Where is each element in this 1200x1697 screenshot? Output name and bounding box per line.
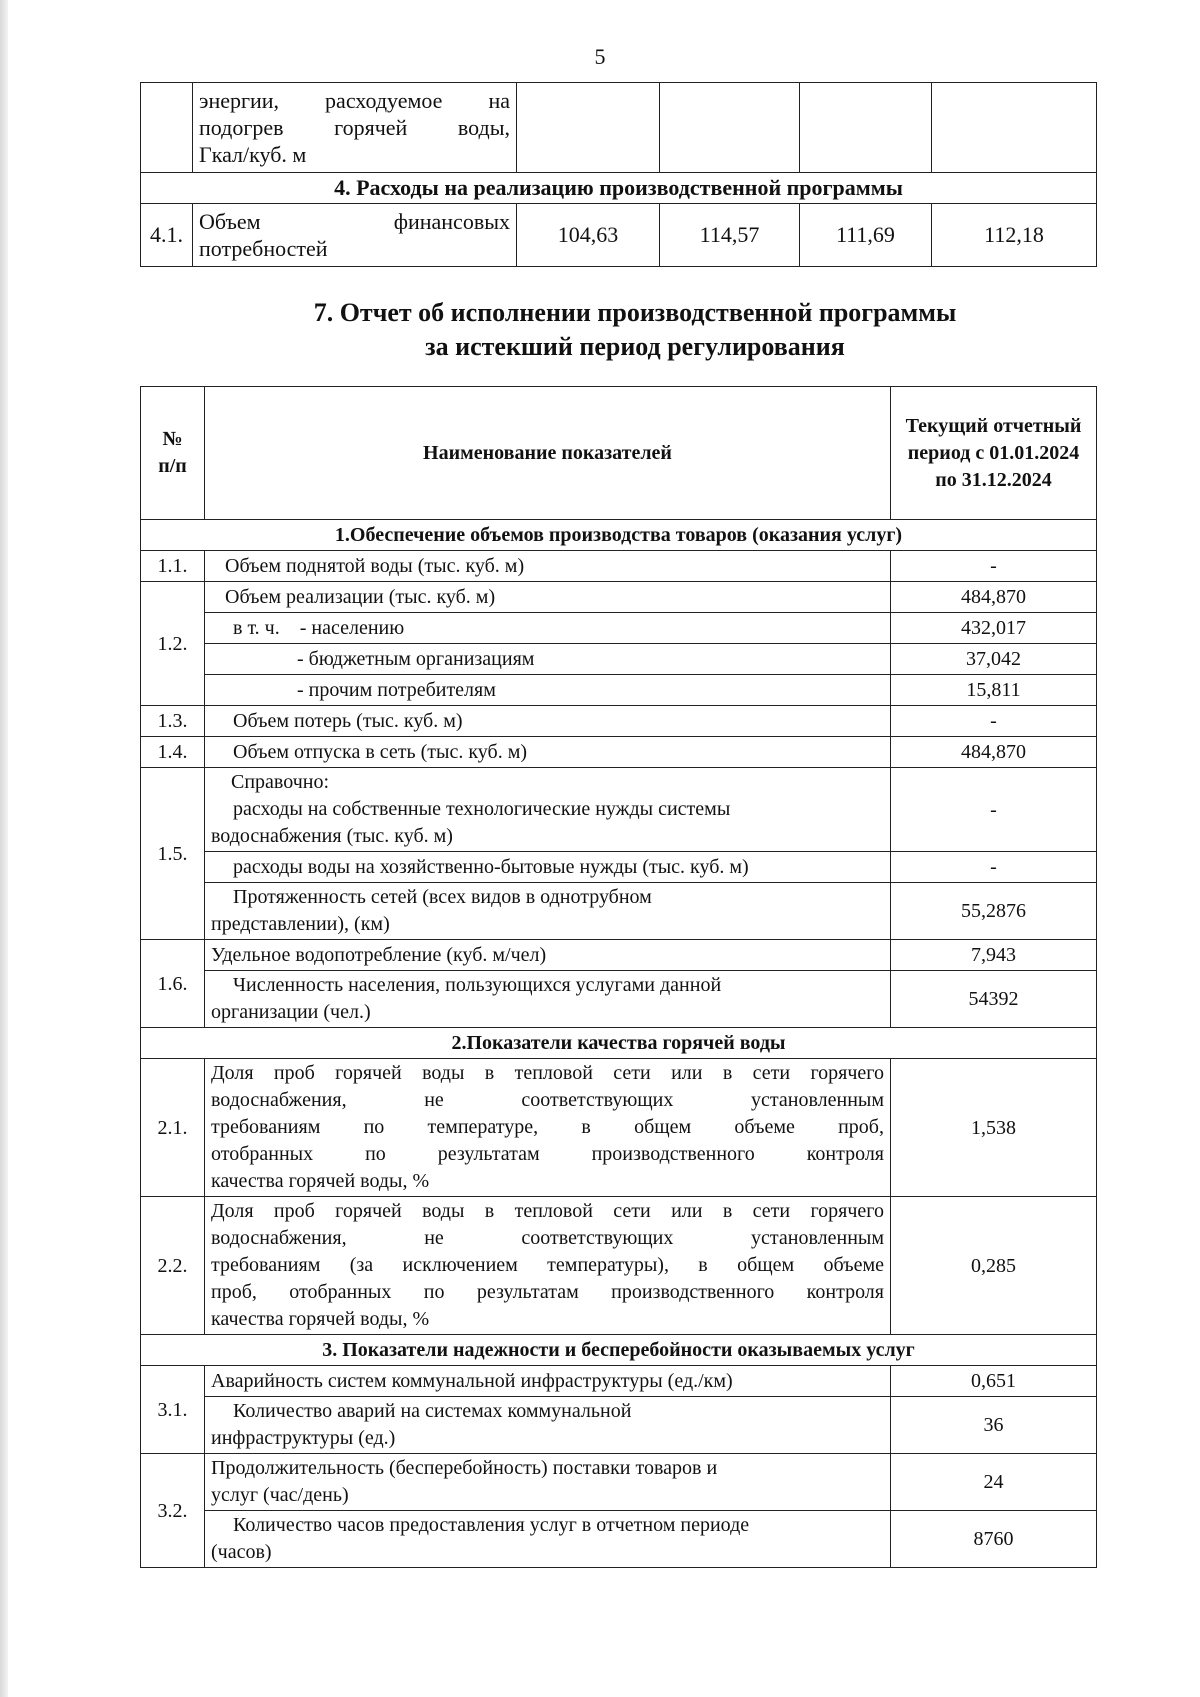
indicator-cell: Объем отпуска в сеть (тыс. куб. м) [205,737,891,768]
table-row [141,675,1097,706]
row-number: 3.2. [141,1454,205,1568]
indicator-text-line: Количество аварий на системах коммунальной [233,1400,632,1422]
indicator-text-line: Продолжительность (бесперебойность) поставки товаров и [211,1457,718,1479]
indicator-text-line: требованиям по температуре, в общем объеме проб, [211,1116,884,1138]
heading-line: за истекший период регулирования [425,332,845,361]
indicator-text-line: отобранных по результатам производственного контроля [211,1143,884,1165]
row-number: 2.2. [141,1197,205,1335]
indicator-cell: Объем реализации (тыс. куб. м) [205,582,891,613]
table-row [141,706,1097,737]
indicator-cell [205,1511,891,1568]
indicator-text-line: расходы на собственные технологические нужды системы [233,798,731,820]
indicator-text-line: подогрев горячей воды, [199,115,510,140]
value-cell: 104,63 [517,204,660,267]
section-title: 4. Расходы на реализацию производственной программы [141,173,1097,204]
indicator-cell: Объем поднятой воды (тыс. куб. м) [205,551,891,582]
value-cell: 55,2876 [891,883,1097,940]
table-row [141,768,1097,852]
indicator-text-line: проб, отобранных по результатам производственного контроля [211,1281,884,1303]
table-row [141,852,1097,883]
indicator-cell: Объем потерь (тыс. куб. м) [205,706,891,737]
indicator-text-line: качества горячей воды, % [211,1308,430,1330]
header-text: № [162,428,183,450]
section-row [141,1335,1097,1366]
value-cell: 484,870 [891,737,1097,768]
section-row [141,173,1097,204]
table-row [141,971,1097,1028]
indicator-text-line: потребностей [199,236,328,261]
value-cell: 8760 [891,1511,1097,1568]
indicator-text-line: водоснабжения, не соответствующих установленным [211,1227,884,1249]
section-heading [0,296,1200,364]
indicator-text-line: (часов) [211,1541,272,1563]
value-cell: - [891,768,1097,852]
indicator-cell [205,971,891,1028]
table-row [141,737,1097,768]
value-cell: - [891,852,1097,883]
table-row [141,1511,1097,1568]
indicator-text-line: Доля проб горячей воды в тепловой сети или в сети горячего [211,1062,884,1084]
indicator-cell: расходы воды на хозяйственно-бытовые нужды (тыс. куб. м) [205,852,891,883]
row-number: 1.2. [141,582,205,706]
header-text: период с 01.01.2024 [907,441,1080,464]
value-cell: 24 [891,1454,1097,1511]
indicator-text-line: Протяженность сетей (всех видов в однотрубном [233,886,652,908]
page-number: 5 [594,44,606,69]
table-row [141,940,1097,971]
section-title: 3. Показатели надежности и бесперебойности оказываемых услуг [141,1335,1097,1366]
header-name: Наименование показателей [205,387,891,520]
header-text: п/п [158,455,187,477]
table-row [141,582,1097,613]
header-num [141,387,205,520]
indicator-text-line: услуг (час/день) [211,1484,349,1506]
indicator-text-line: Справочно: [231,771,330,793]
table-row [141,1059,1097,1197]
value-cell: 432,017 [891,613,1097,644]
section-title: 2.Показатели качества горячей воды [141,1028,1097,1059]
value-cell: 114,57 [660,204,800,267]
table-row [141,644,1097,675]
indicator-cell [205,768,891,852]
row-number: 1.6. [141,940,205,1028]
scan-edge [0,0,8,1697]
value-cell: 111,69 [800,204,932,267]
indicator-cell: - бюджетным организациям [205,644,891,675]
value-cell: 37,042 [891,644,1097,675]
indicator-cell [205,1197,891,1335]
row-number: 2.1. [141,1059,205,1197]
indicator-text-line: представлении), (км) [211,913,390,935]
indicator-cell: Удельное водопотребление (куб. м/чел) [205,940,891,971]
value-cell: - [891,551,1097,582]
indicator-cell: - прочим потребителям [205,675,891,706]
value-cell [800,83,932,173]
table-row [141,1454,1097,1511]
indicator-cell [205,1454,891,1511]
row-number: 1.5. [141,768,205,940]
value-cell: 7,943 [891,940,1097,971]
row-number: 3.1. [141,1366,205,1454]
indicator-text-line: Доля проб горячей воды в тепловой сети или в сети горячего [211,1200,884,1222]
row-number: 1.4. [141,737,205,768]
indicator-text-line: требованиям (за исключением температуры), в общем объеме [211,1254,884,1276]
indicator-text-line: Объем финансовых [199,209,510,234]
value-cell: 1,538 [891,1059,1097,1197]
indicator-text-line: Численность населения, пользующихся услугами данной [233,974,722,996]
table-row [141,883,1097,940]
value-cell: 15,811 [891,675,1097,706]
indicator-text-line: энергии, расходуемое на [199,88,510,113]
indicator-text-line: водоснабжения, не соответствующих установленным [211,1089,884,1111]
table-row [141,613,1097,644]
indicator-text-line: Гкал/куб. м [199,142,307,167]
table-row [141,83,1097,173]
header-period [891,387,1097,520]
value-cell: 54392 [891,971,1097,1028]
indicator-cell: в т. ч. - населению [205,613,891,644]
indicator-cell [205,1397,891,1454]
row-number: 1.3. [141,706,205,737]
heading-line: 7. Отчет об исполнении производственной программы [313,298,957,327]
value-cell: - [891,706,1097,737]
value-cell: 36 [891,1397,1097,1454]
table-row [141,1366,1097,1397]
indicator-text-line: водоснабжения (тыс. куб. м) [211,825,453,847]
num-cell [141,83,193,173]
value-cell: 0,285 [891,1197,1097,1335]
section-row [141,1028,1097,1059]
row-number: 4.1. [141,204,193,267]
row-number: 1.1. [141,551,205,582]
header-text: Текущий отчетный [905,414,1082,437]
indicator-cell [205,1059,891,1197]
indicator-text-line: качества горячей воды, % [211,1170,430,1192]
indicator-cell [193,83,517,173]
value-cell: 484,870 [891,582,1097,613]
section-title: 1.Обеспечение объемов производства товаров (оказания услуг) [141,520,1097,551]
indicator-text-line: Количество часов предоставления услуг в отчетном периоде [233,1514,750,1536]
report-table [140,386,1097,1568]
table-row [141,551,1097,582]
value-cell [932,83,1097,173]
value-cell: 0,651 [891,1366,1097,1397]
indicator-cell [193,204,517,267]
production-program-table-continuation [140,82,1097,267]
value-cell [660,83,800,173]
value-cell: 112,18 [932,204,1097,267]
indicator-cell [205,883,891,940]
table-row [141,1397,1097,1454]
indicator-text-line: организации (чел.) [211,1001,371,1023]
header-text: по 31.12.2024 [935,468,1052,491]
table-row [141,1197,1097,1335]
header-row [141,387,1097,520]
value-cell [517,83,660,173]
indicator-cell: Аварийность систем коммунальной инфраструктуры (ед./км) [205,1366,891,1397]
section-row [141,520,1097,551]
table-row [141,204,1097,267]
indicator-text-line: инфраструктуры (ед.) [211,1427,396,1449]
